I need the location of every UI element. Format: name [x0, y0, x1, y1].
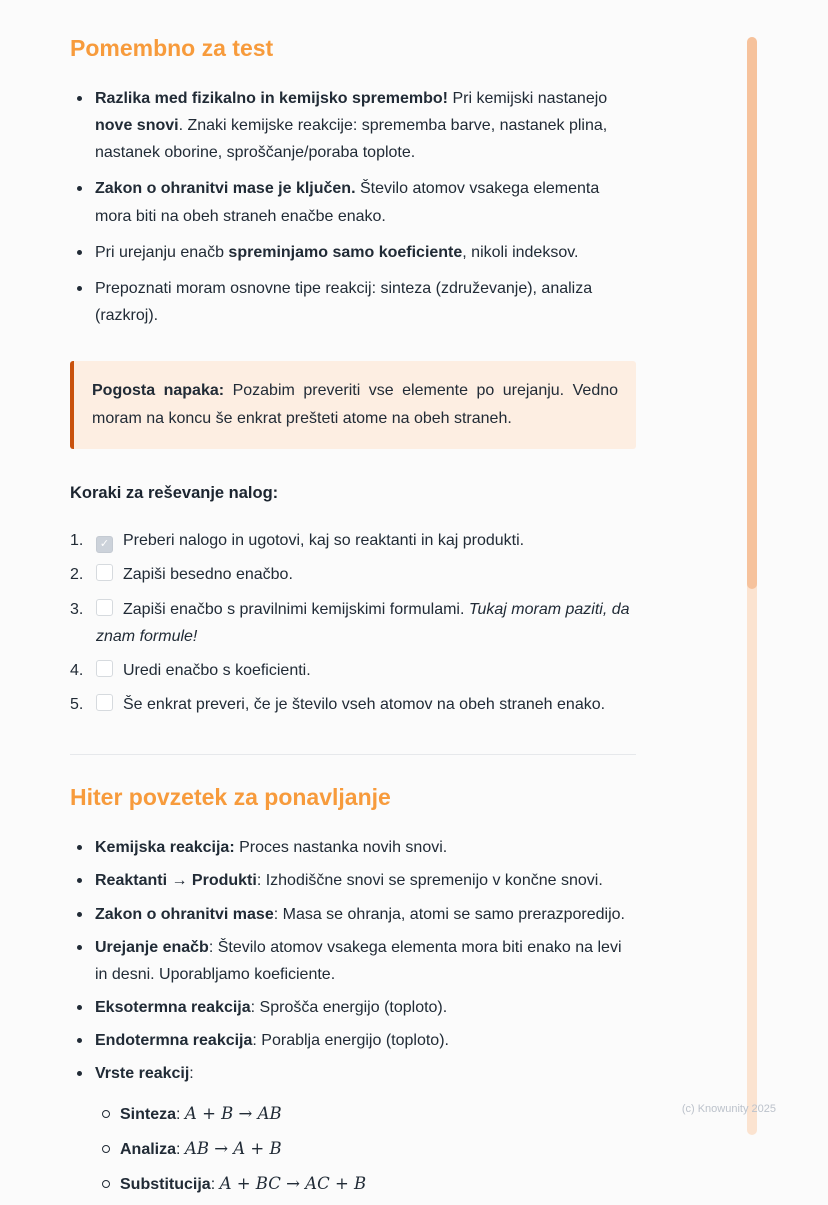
math-formula: A + B → AB: [184, 1103, 282, 1123]
warning-callout: [70, 361, 636, 449]
reaction-types-sublist: [95, 1100, 636, 1199]
text-segment-bold: Zakon o ohranitvi mase je ključen.: [95, 180, 356, 198]
bullet-text: [95, 839, 447, 856]
list-item: [70, 275, 636, 329]
step-checkbox[interactable]: [96, 564, 113, 581]
text-segment-bold: Sinteza: [120, 1105, 177, 1123]
page-edge-stripe-thumb: [747, 37, 757, 589]
steps-list: [70, 527, 636, 718]
callout-text: Pozabim preveriti vse elemente po urejanju. Vedno moram na koncu še enkrat prešteti atome na obeh straneh.: [92, 382, 619, 428]
step-number: 4.: [70, 662, 84, 680]
step-checkbox-checked[interactable]: ✓: [96, 536, 113, 553]
step-number: 1.: [70, 532, 84, 550]
text-segment: : Število atomov vsakega elementa mora biti enako na levi in desni. Uporabljamo koeficiente.: [95, 938, 622, 983]
text-segment: : Izhodiščne snovi se spremenijo v končne snovi.: [256, 872, 603, 890]
list-item: [70, 834, 636, 861]
bullet-text: [95, 180, 599, 224]
sub-list-item: [95, 1100, 636, 1128]
text-segment-bold: Eksotermna reakcija: [95, 999, 251, 1017]
step-number: 2.: [70, 566, 84, 584]
step-item: [70, 596, 636, 650]
text-segment: :: [176, 1105, 185, 1123]
text-segment: Preberi nalogo in ugotovi, kaj so reaktanti in kaj produkti.: [123, 532, 525, 550]
bullet-icon: [77, 912, 82, 917]
text-segment: :: [189, 1065, 194, 1083]
copyright-footer: (c) Knowunity 2025: [681, 1103, 776, 1116]
text-segment-bold: Vrste reakcij: [95, 1065, 190, 1083]
bullet-icon: [77, 845, 82, 850]
bullet-text: [95, 906, 625, 923]
steps-heading: Koraki za reševanje nalog:: [70, 484, 279, 503]
text-segment: : Masa se ohranja, atomi se samo prerazporedijo.: [273, 905, 625, 923]
circle-bullet-icon: [102, 1180, 110, 1188]
text-segment: Še enkrat preveri, če je število vseh atomov na obeh straneh enako.: [123, 696, 606, 714]
section-divider: [70, 754, 636, 755]
bullet-text: [95, 872, 603, 889]
list-item: [70, 239, 636, 266]
text-segment-bold: Zakon o ohranitvi mase: [95, 905, 274, 923]
text-segment-bold: Analiza: [120, 1140, 177, 1158]
bullet-icon: [77, 96, 82, 101]
text-segment-bold: Substitucija: [120, 1176, 211, 1194]
text-segment: Pri urejanju enačb: [95, 243, 229, 261]
page-edge-stripe: [747, 37, 757, 1135]
bullet-text: [95, 939, 622, 983]
text-segment: Prepoznati moram osnovne tipe reakcij: sinteza (združevanje), analiza (razkroj).: [95, 279, 593, 325]
text-segment-bold: Urejanje enačb: [95, 938, 209, 956]
list-item: [70, 85, 636, 167]
bullet-icon: [77, 186, 82, 191]
step-checkbox[interactable]: [96, 694, 113, 711]
text-segment-bold: Kemijska reakcija:: [95, 839, 235, 857]
step-item: [70, 527, 636, 554]
text-segment-bold: Reaktanti → Produkti: [95, 872, 257, 890]
text-segment-bold: nove snovi: [95, 116, 179, 134]
sub-list-item: [95, 1170, 636, 1198]
section1-title: Pomembno za test: [70, 35, 274, 61]
text-segment-bold: Razlika med fizikalno in kemijsko spremembo!: [95, 89, 448, 107]
circle-bullet-icon: [102, 1110, 110, 1118]
list-item: [70, 934, 636, 988]
section2-title: Hiter povzetek za ponavljanje: [70, 784, 391, 811]
list-item: [70, 901, 636, 928]
text-segment: Uredi enačbo s koeficienti.: [123, 662, 311, 680]
list-item: [70, 1027, 636, 1054]
bullet-text: [95, 280, 592, 324]
bullet-icon: [77, 1038, 82, 1043]
list-item: [70, 867, 636, 894]
step-item: [70, 691, 636, 718]
text-segment: :: [176, 1140, 185, 1158]
text-segment: Zapiši enačbo s pravilnimi kemijskimi formulami.: [123, 600, 469, 618]
text-segment: Proces nastanka novih snovi.: [234, 839, 448, 857]
bullet-text: [95, 1065, 194, 1082]
step-item: [70, 657, 636, 684]
math-formula: AB → A + B: [184, 1138, 282, 1158]
bullet-icon: [77, 1071, 82, 1076]
bullet-icon: [77, 945, 82, 950]
text-segment-italic: Tukaj moram paziti, da znam formule!: [96, 600, 630, 645]
text-segment: : Porablja energijo (toploto).: [252, 1032, 449, 1050]
text-segment: Zapiši besedno enačbo.: [123, 566, 293, 584]
step-checkbox[interactable]: [96, 599, 113, 616]
list-item: [70, 175, 636, 229]
section1-bullet-list: [70, 85, 636, 330]
text-segment: : Sprošča energijo (toploto).: [250, 999, 448, 1017]
section2-bullet-list: [70, 834, 636, 1198]
bullet-text: [95, 244, 578, 261]
circle-bullet-icon: [102, 1145, 110, 1153]
bullet-text: [95, 90, 607, 161]
step-item: [70, 561, 636, 588]
text-segment: Pri kemijski nastanejo: [448, 89, 608, 107]
step-number: 5.: [70, 696, 84, 714]
list-item: [70, 1060, 636, 1198]
bullet-text: [95, 1032, 449, 1049]
text-segment: . Znaki kemijske reakcije: sprememba barve, nastanek plina, nastanek oborine, sproščanje/poraba toplote.: [95, 116, 608, 162]
sub-list-item: [95, 1135, 636, 1163]
text-segment: Število atomov vsakega elementa mora biti na obeh straneh enačbe enako.: [95, 180, 600, 225]
step-checkbox[interactable]: [96, 660, 113, 677]
bullet-icon: [77, 286, 82, 291]
math-formula: A + BC → AC + B: [219, 1174, 367, 1194]
bullet-icon: [77, 878, 82, 883]
text-segment: :: [210, 1176, 220, 1194]
list-item: [70, 994, 636, 1021]
text-segment-bold: spreminjamo samo koeficiente: [228, 243, 463, 261]
bullet-icon: [77, 1005, 82, 1010]
bullet-text: [95, 999, 447, 1016]
text-segment: , nikoli indeksov.: [462, 243, 579, 261]
text-segment-bold: Endotermna reakcija: [95, 1032, 253, 1050]
bullet-icon: [77, 250, 82, 255]
content-column: [70, 34, 636, 1205]
callout-label: Pogosta napaka:: [92, 382, 225, 400]
step-number: 3.: [70, 600, 84, 618]
